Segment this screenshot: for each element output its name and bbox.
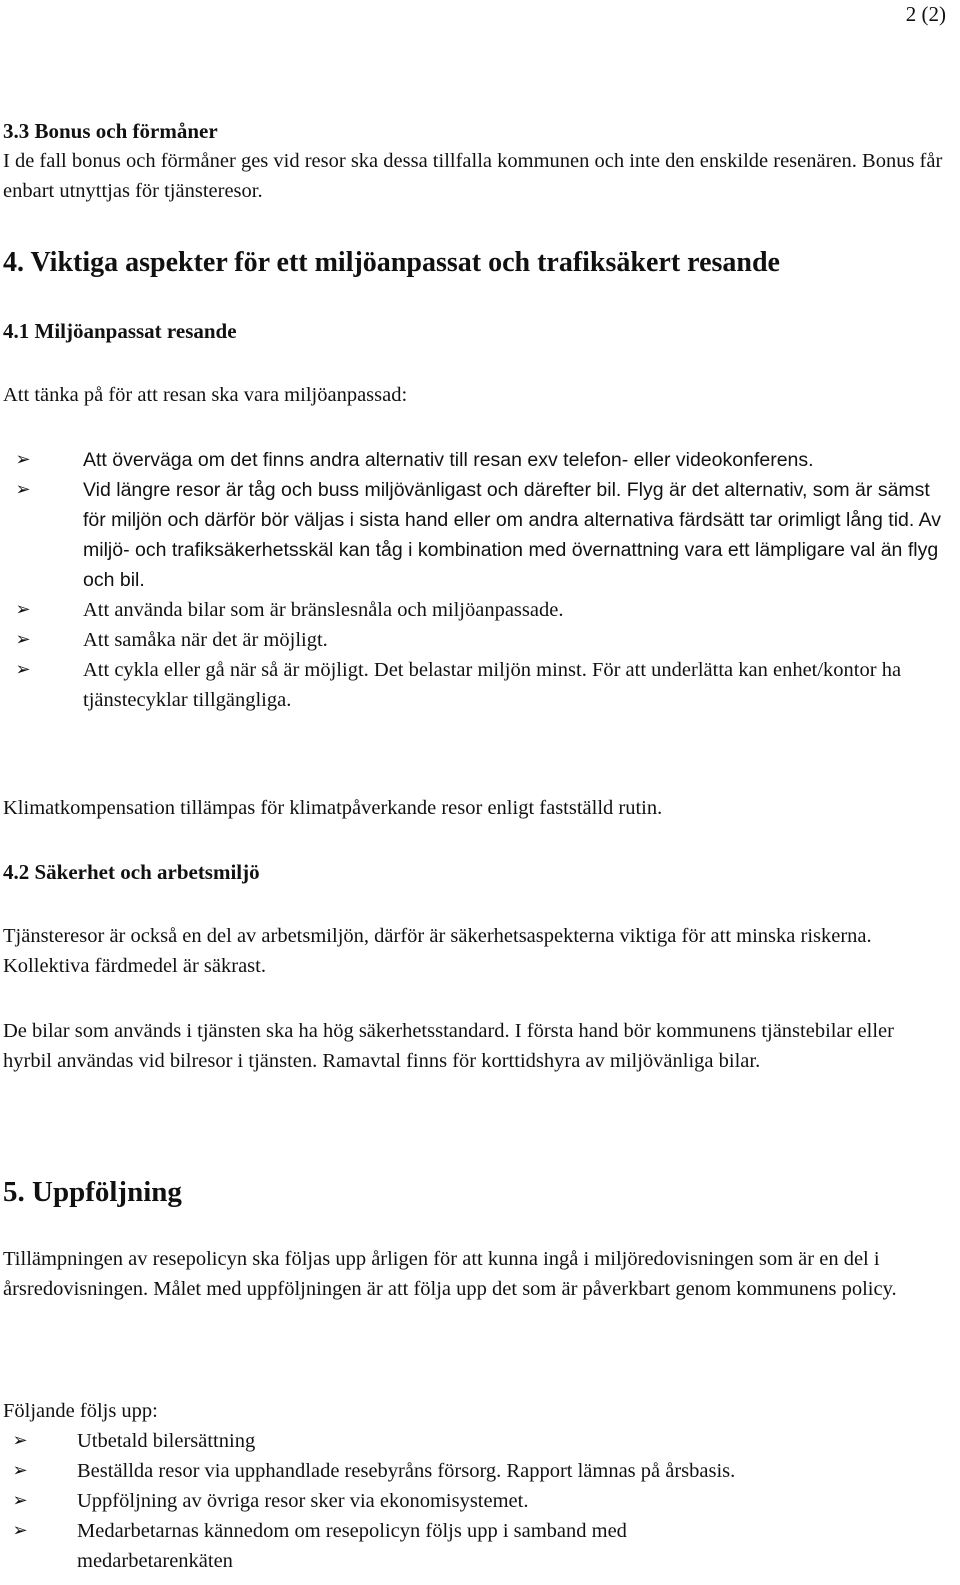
section-4-2-paragraph-1: Tjänsteresor är också en del av arbetsmiljön, därför är säkerhetsaspekterna viktiga för att minska riskerna. Kollektiva färdmedel är säkrast. bbox=[3, 925, 872, 977]
page-number: 2 (2) bbox=[905, 2, 946, 26]
list-item-text: Beställda resor via upphandlade resebyråns försorg. Rapport lämnas på årsbasis. bbox=[77, 1460, 736, 1482]
climate-compensation-block bbox=[3, 793, 943, 823]
list-item bbox=[3, 1456, 943, 1486]
list-item-text: Utbetald bilersättning bbox=[77, 1430, 256, 1452]
section-4-2-heading: 4.2 Säkerhet och arbetsmiljö bbox=[3, 860, 260, 884]
section-3-3 bbox=[3, 116, 943, 206]
list-item-text: Att använda bilar som är bränslesnåla och miljöanpassade. bbox=[83, 599, 564, 621]
section-4 bbox=[3, 246, 943, 280]
section-3-3-heading: 3.3 Bonus och förmåner bbox=[3, 119, 218, 143]
list-item-text: Vid längre resor är tåg och buss miljövänligast och därefter bil. Flyg är det alternativ, som är sämst för miljön och därför bör väljas i sista hand eller om andra alternativa färdsätt tar orimligt lång tid. Av miljö- och trafiksäkerhetsskäl kan tåg i kombination med övernattning vara ett lämpligare val än flyg och bil. bbox=[83, 479, 942, 591]
section-5-heading: 5. Uppföljning bbox=[3, 1176, 182, 1208]
follow-up-intro: Följande följs upp: bbox=[3, 1400, 158, 1422]
list-item-text: Medarbetarnas kännedom om resepolicyn följs upp i samband med medarbetarenkäten bbox=[77, 1520, 627, 1572]
section-4-2 bbox=[3, 857, 943, 887]
list-item bbox=[3, 445, 947, 475]
list-item bbox=[3, 1426, 943, 1456]
list-item-text: Att samåka när det är möjligt. bbox=[83, 629, 328, 651]
list-item-text: Att överväga om det finns andra alternativ till resan exv telefon- eller videokonferens. bbox=[83, 449, 814, 471]
section-4-1 bbox=[3, 316, 943, 346]
arrow-bullet-icon: ➢ bbox=[12, 1430, 28, 1451]
section-4-1-bullet-list bbox=[3, 445, 947, 715]
section-4-heading: 4. Viktiga aspekter för ett miljöanpassat och trafiksäkert resande bbox=[3, 247, 780, 278]
section-5 bbox=[3, 1174, 943, 1210]
arrow-bullet-icon: ➢ bbox=[15, 449, 31, 470]
section-4-2-paragraph-2: De bilar som används i tjänsten ska ha hög säkerhetsstandard. I första hand bör kommunens tjänstebilar eller hyrbil användas vid bilresor i tjänsten. Ramavtal finns för korttidshyra av miljövänliga bilar. bbox=[3, 1020, 894, 1072]
section-5-paragraph-block bbox=[3, 1244, 943, 1304]
list-item bbox=[3, 1486, 943, 1516]
list-item bbox=[3, 475, 947, 595]
section-5-paragraph: Tillämpningen av resepolicyn ska följas upp årligen för att kunna ingå i miljöredovisningen som är en del i årsredovisningen. Målet med uppföljningen är att följa upp det som är påverkbart genom kommunens policy. bbox=[3, 1248, 897, 1300]
list-item bbox=[3, 1516, 943, 1576]
list-item bbox=[3, 595, 947, 625]
section-4-1-intro: Att tänka på för att resan ska vara miljöanpassad: bbox=[3, 384, 408, 406]
section-4-1-heading: 4.1 Miljöanpassat resande bbox=[3, 319, 237, 343]
arrow-bullet-icon: ➢ bbox=[12, 1490, 28, 1511]
arrow-bullet-icon: ➢ bbox=[15, 479, 31, 500]
list-item-text: Uppföljning av övriga resor sker via ekonomisystemet. bbox=[77, 1490, 529, 1512]
list-item bbox=[3, 655, 947, 715]
arrow-bullet-icon: ➢ bbox=[15, 629, 31, 650]
section-4-1-intro-block bbox=[3, 380, 943, 410]
section-3-3-text: I de fall bonus och förmåner ges vid resor ska dessa tillfalla kommunen och inte den enskilde resenären. Bonus får enbart utnyttjas för tjänsteresor. bbox=[3, 150, 943, 202]
follow-up-list bbox=[3, 1426, 943, 1576]
follow-up-block bbox=[3, 1396, 943, 1576]
list-item-text: Att cykla eller gå när så är möjligt. Det belastar miljön minst. För att underlätta kan enhet/kontor ha tjänstecyklar tillgängliga. bbox=[83, 659, 902, 711]
arrow-bullet-icon: ➢ bbox=[12, 1520, 28, 1541]
section-4-2-paragraph-1-block bbox=[3, 921, 943, 981]
arrow-bullet-icon: ➢ bbox=[12, 1460, 28, 1481]
arrow-bullet-icon: ➢ bbox=[15, 599, 31, 620]
list-item bbox=[3, 625, 947, 655]
section-4-2-paragraph-2-block bbox=[3, 1016, 943, 1076]
climate-compensation-text: Klimatkompensation tillämpas för klimatpåverkande resor enligt fastställd rutin. bbox=[3, 797, 663, 819]
arrow-bullet-icon: ➢ bbox=[15, 659, 31, 680]
